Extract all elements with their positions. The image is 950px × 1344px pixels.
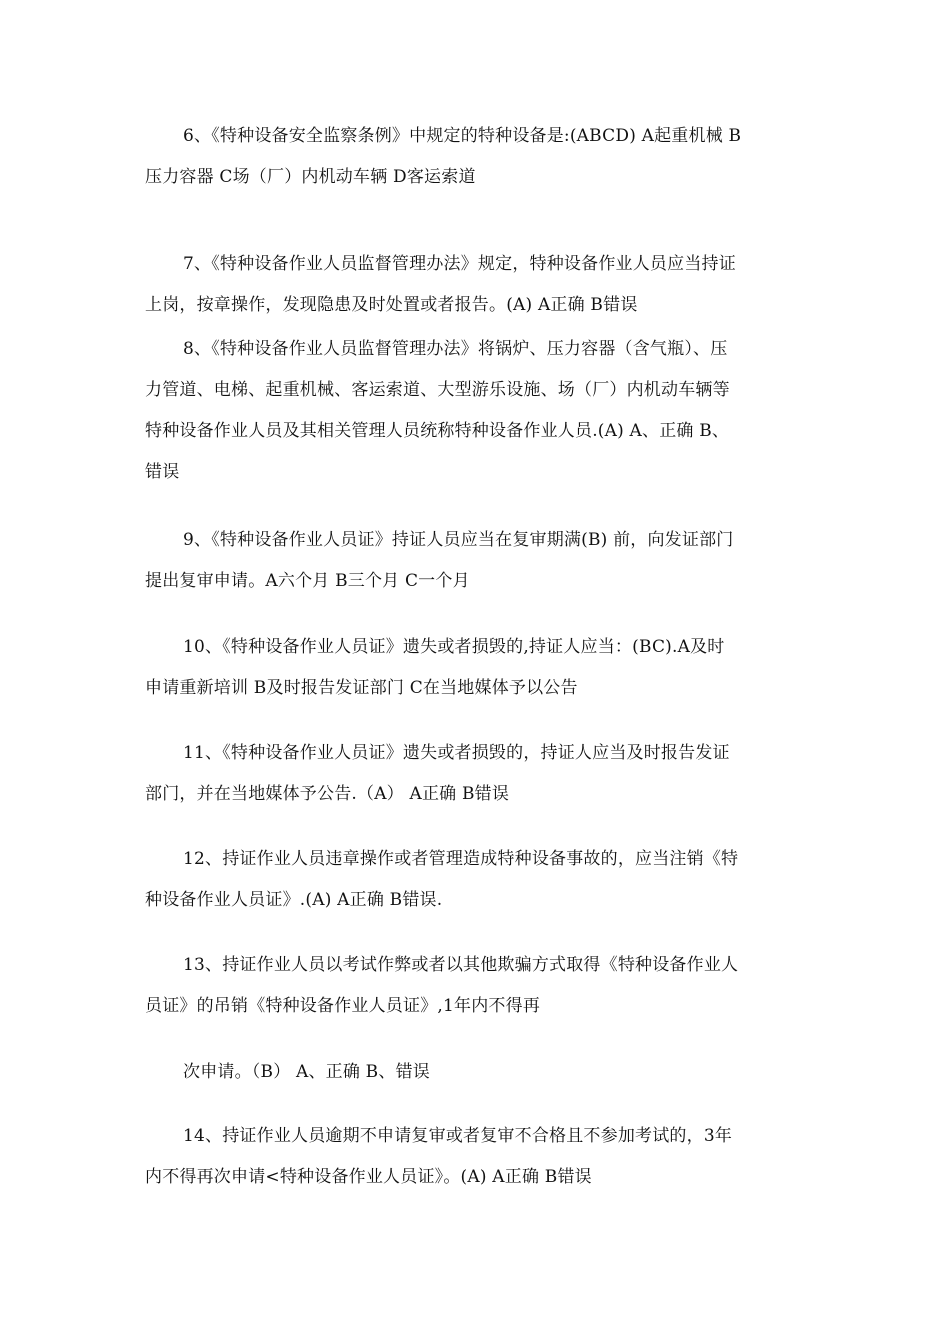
question-11	[145, 733, 815, 815]
question-9-line-1: 9、《特种设备作业人员证》持证人员应当在复审期满(B) 前，向发证部门	[183, 530, 734, 550]
question-13-continuation-line: 次申请。（B） A、正确 B、错误	[183, 1062, 430, 1082]
question-13	[145, 945, 815, 1027]
question-7-line-1: 7、《特种设备作业人员监督管理办法》规定，特种设备作业人员应当持证	[183, 254, 736, 274]
question-14-line-1: 14、持证作业人员逾期不申请复审或者复审不合格且不参加考试的，3年	[183, 1126, 733, 1146]
question-11-line-2: 部门，并在当地媒体予公告.（A） A正确 B错误	[145, 784, 510, 804]
question-14	[145, 1116, 815, 1198]
question-7	[145, 244, 815, 326]
question-12-line-2: 种设备作业人员证》.(A) A正确 B错误.	[145, 890, 443, 910]
question-13-continuation	[145, 1052, 815, 1093]
question-8-line-3: 特种设备作业人员及其相关管理人员统称特种设备作业人员.(A) A、正确 B、	[145, 421, 730, 441]
question-14-line-2: 内不得再次申请<特种设备作业人员证》。(A) A正确 B错误	[145, 1167, 592, 1187]
question-10	[145, 627, 815, 709]
question-7-line-2: 上岗，按章操作，发现隐患及时处置或者报告。(A) A正确 B错误	[145, 295, 638, 315]
question-13-line-1: 13、持证作业人员以考试作弊或者以其他欺骗方式取得《特种设备作业人	[183, 955, 739, 975]
question-10-line-1: 10、《特种设备作业人员证》遗失或者损毁的,持证人应当：(BC).A及时	[183, 637, 725, 657]
question-8-line-2: 力管道、电梯、起重机械、客运索道、大型游乐设施、场（厂）内机动车辆等	[145, 380, 730, 400]
question-13-line-2: 员证》的吊销《特种设备作业人员证》,1年内不得再	[145, 996, 541, 1016]
question-8	[145, 329, 815, 493]
question-6-line-1: 6、《特种设备安全监察条例》中规定的特种设备是:(ABCD) A起重机械 B	[183, 126, 742, 146]
question-8-line-1: 8、《特种设备作业人员监督管理办法》将锅炉、压力容器（含气瓶）、压	[183, 339, 728, 359]
question-9-line-2: 提出复审申请。A六个月 B三个月 C一个月	[145, 571, 470, 591]
question-6-line-2: 压力容器 C场（厂）内机动车辆 D客运索道	[145, 167, 476, 187]
question-9	[145, 520, 815, 602]
question-12-line-1: 12、持证作业人员违章操作或者管理造成特种设备事故的，应当注销《特	[183, 849, 739, 869]
question-8-line-4: 错误	[145, 462, 180, 482]
question-10-line-2: 申请重新培训 B及时报告发证部门 C在当地媒体予以公告	[145, 678, 578, 698]
question-6	[145, 116, 815, 198]
question-11-line-1: 11、《特种设备作业人员证》遗失或者损毁的，持证人应当及时报告发证	[183, 743, 730, 763]
question-12	[145, 839, 815, 921]
